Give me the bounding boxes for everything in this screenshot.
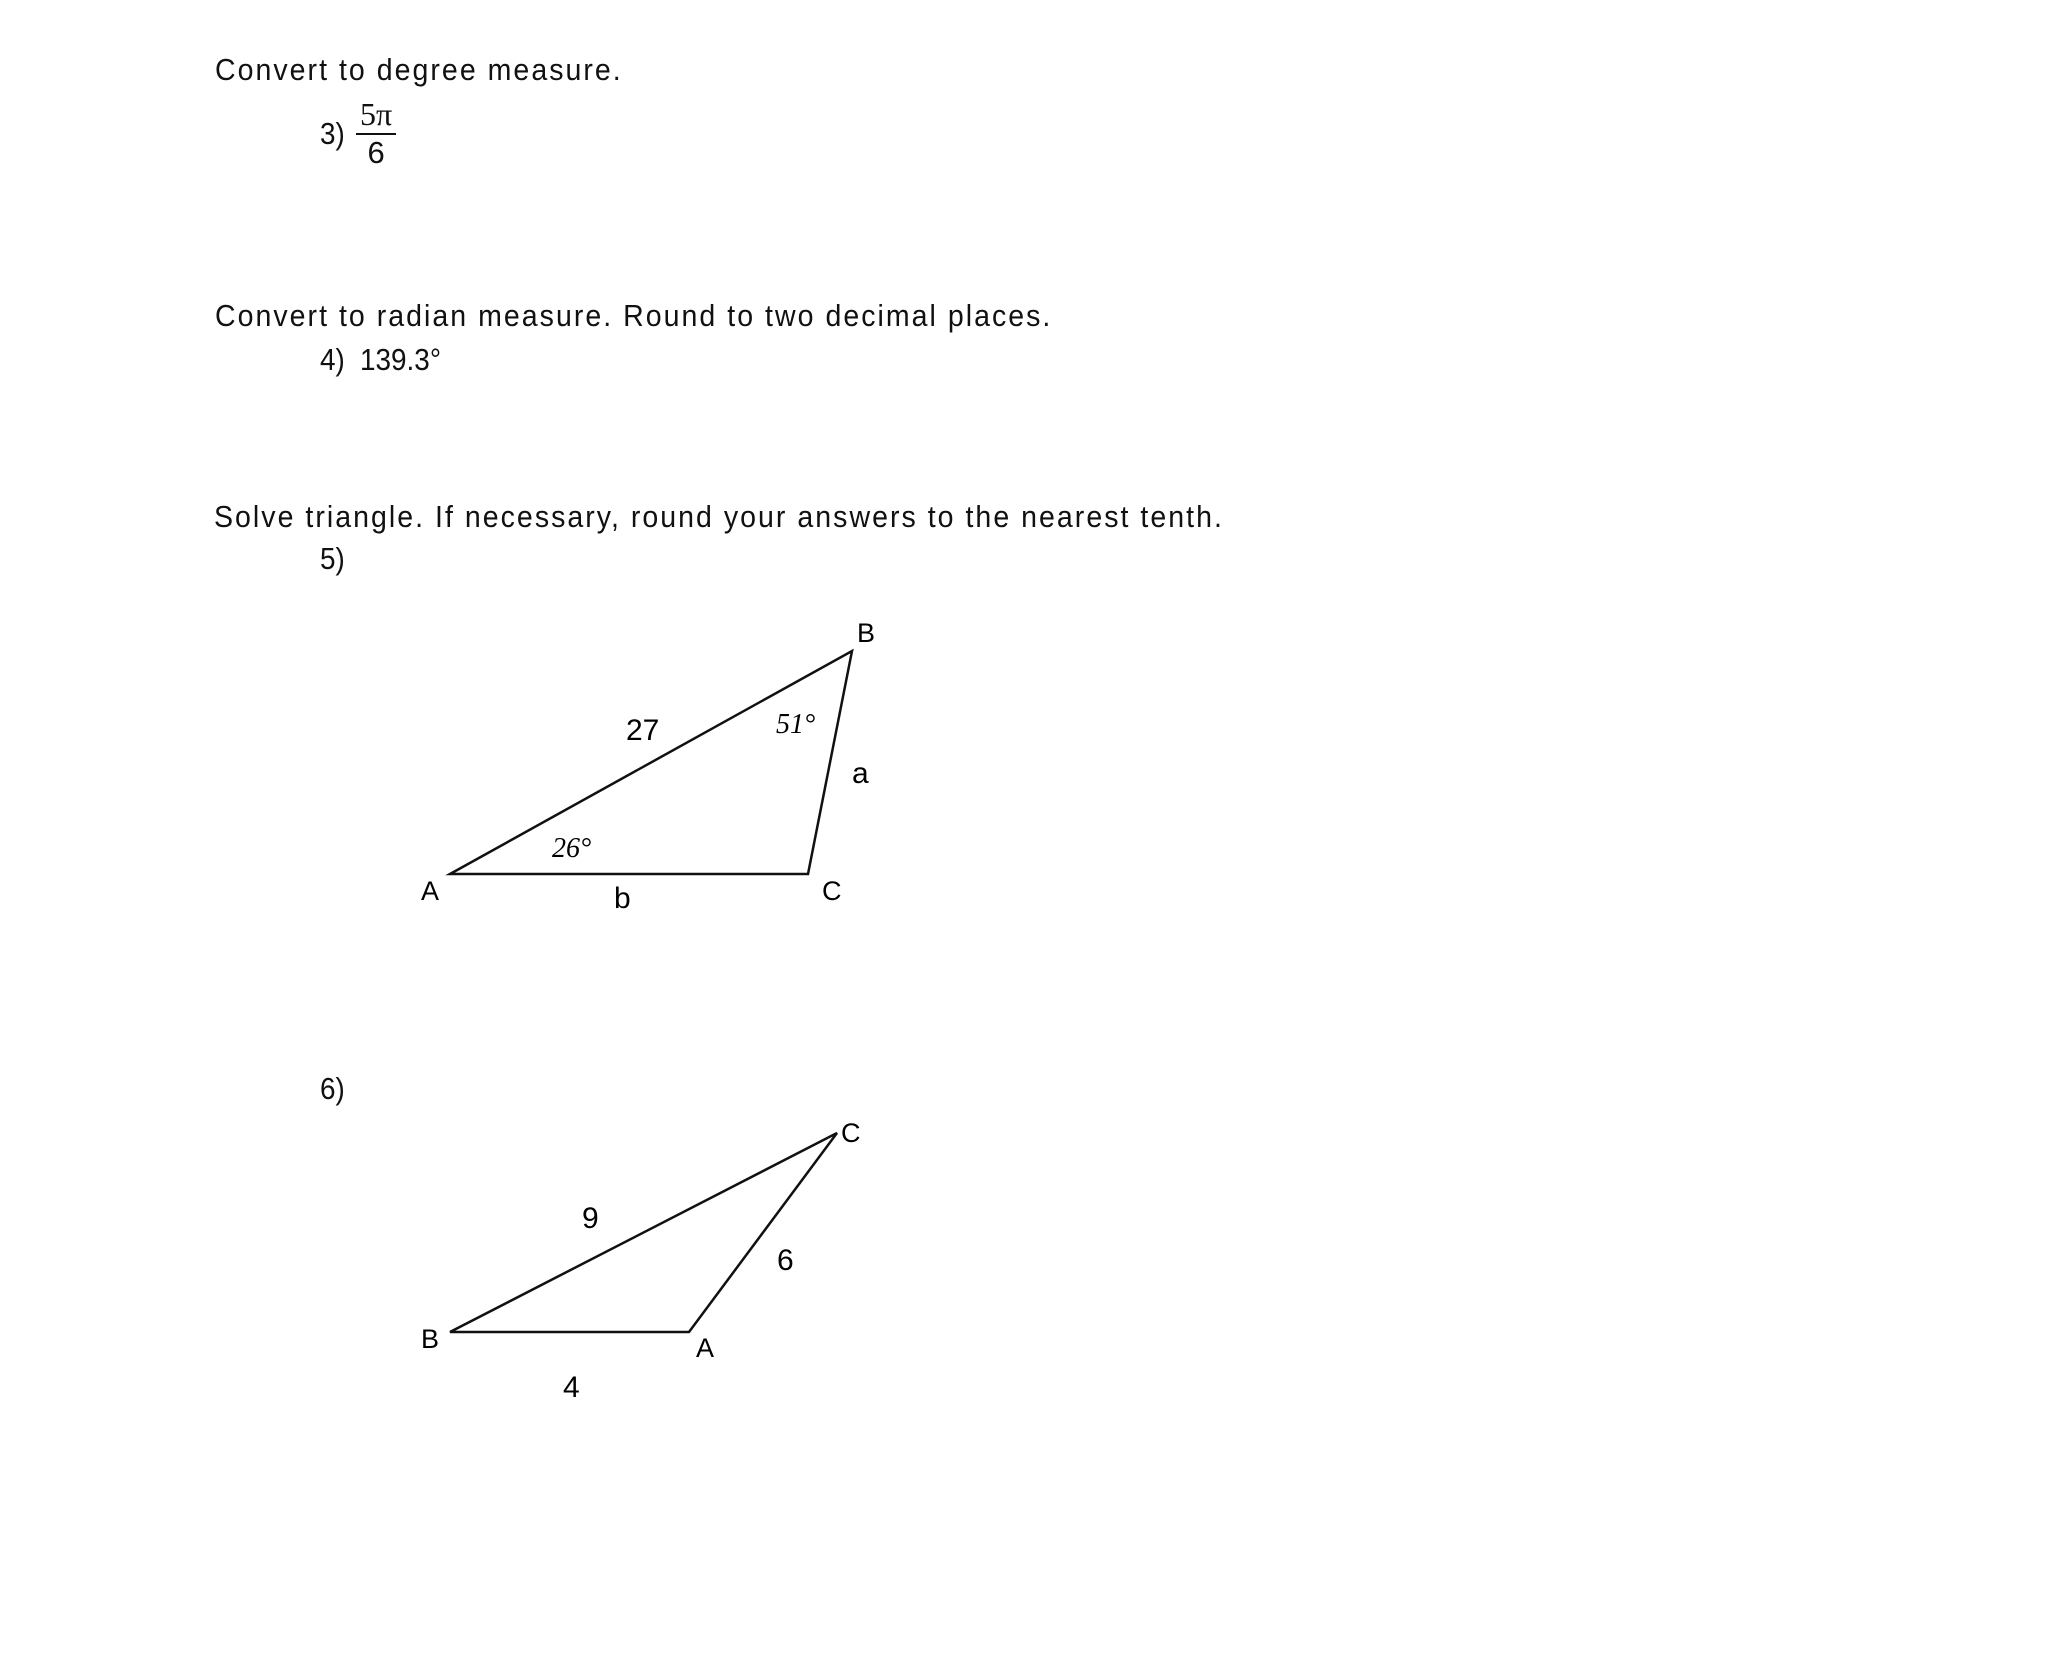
q6-vertex-b: B <box>421 1324 440 1354</box>
q3-numerator: 5π <box>360 96 393 132</box>
q4-label: 4) <box>320 342 345 377</box>
q6-label: 6) <box>320 1071 345 1106</box>
q5-vertex-b: B <box>857 618 876 648</box>
q6-side-bc: 9 <box>582 1202 599 1235</box>
q3-instruction: Convert to degree measure. <box>215 52 623 87</box>
q5-side-bc: a <box>852 757 869 790</box>
q5-angle-b: 51° <box>776 709 816 740</box>
q3-denominator: 6 <box>367 135 385 170</box>
q5-side-ab: 27 <box>626 714 660 747</box>
q6-vertex-a: A <box>696 1333 715 1363</box>
q5-vertex-c: C <box>822 876 842 906</box>
q4-value: 139.3° <box>360 342 441 377</box>
q6-side-ac: 6 <box>777 1244 794 1277</box>
q5-side-ac: b <box>614 882 631 915</box>
q6-triangle <box>450 1133 837 1332</box>
q3-label: 3) <box>320 116 345 151</box>
q4-instruction: Convert to radian measure. Round to two decimal places. <box>215 298 1053 333</box>
q6-vertex-c: C <box>841 1118 861 1148</box>
q5-instruction: Solve triangle. If necessary, round your answers to the nearest tenth. <box>214 499 1224 534</box>
q5-label: 5) <box>320 541 345 576</box>
q5-angle-a: 26° <box>552 833 592 864</box>
q5-vertex-a: A <box>421 876 440 906</box>
q6-side-ab: 4 <box>563 1371 580 1404</box>
